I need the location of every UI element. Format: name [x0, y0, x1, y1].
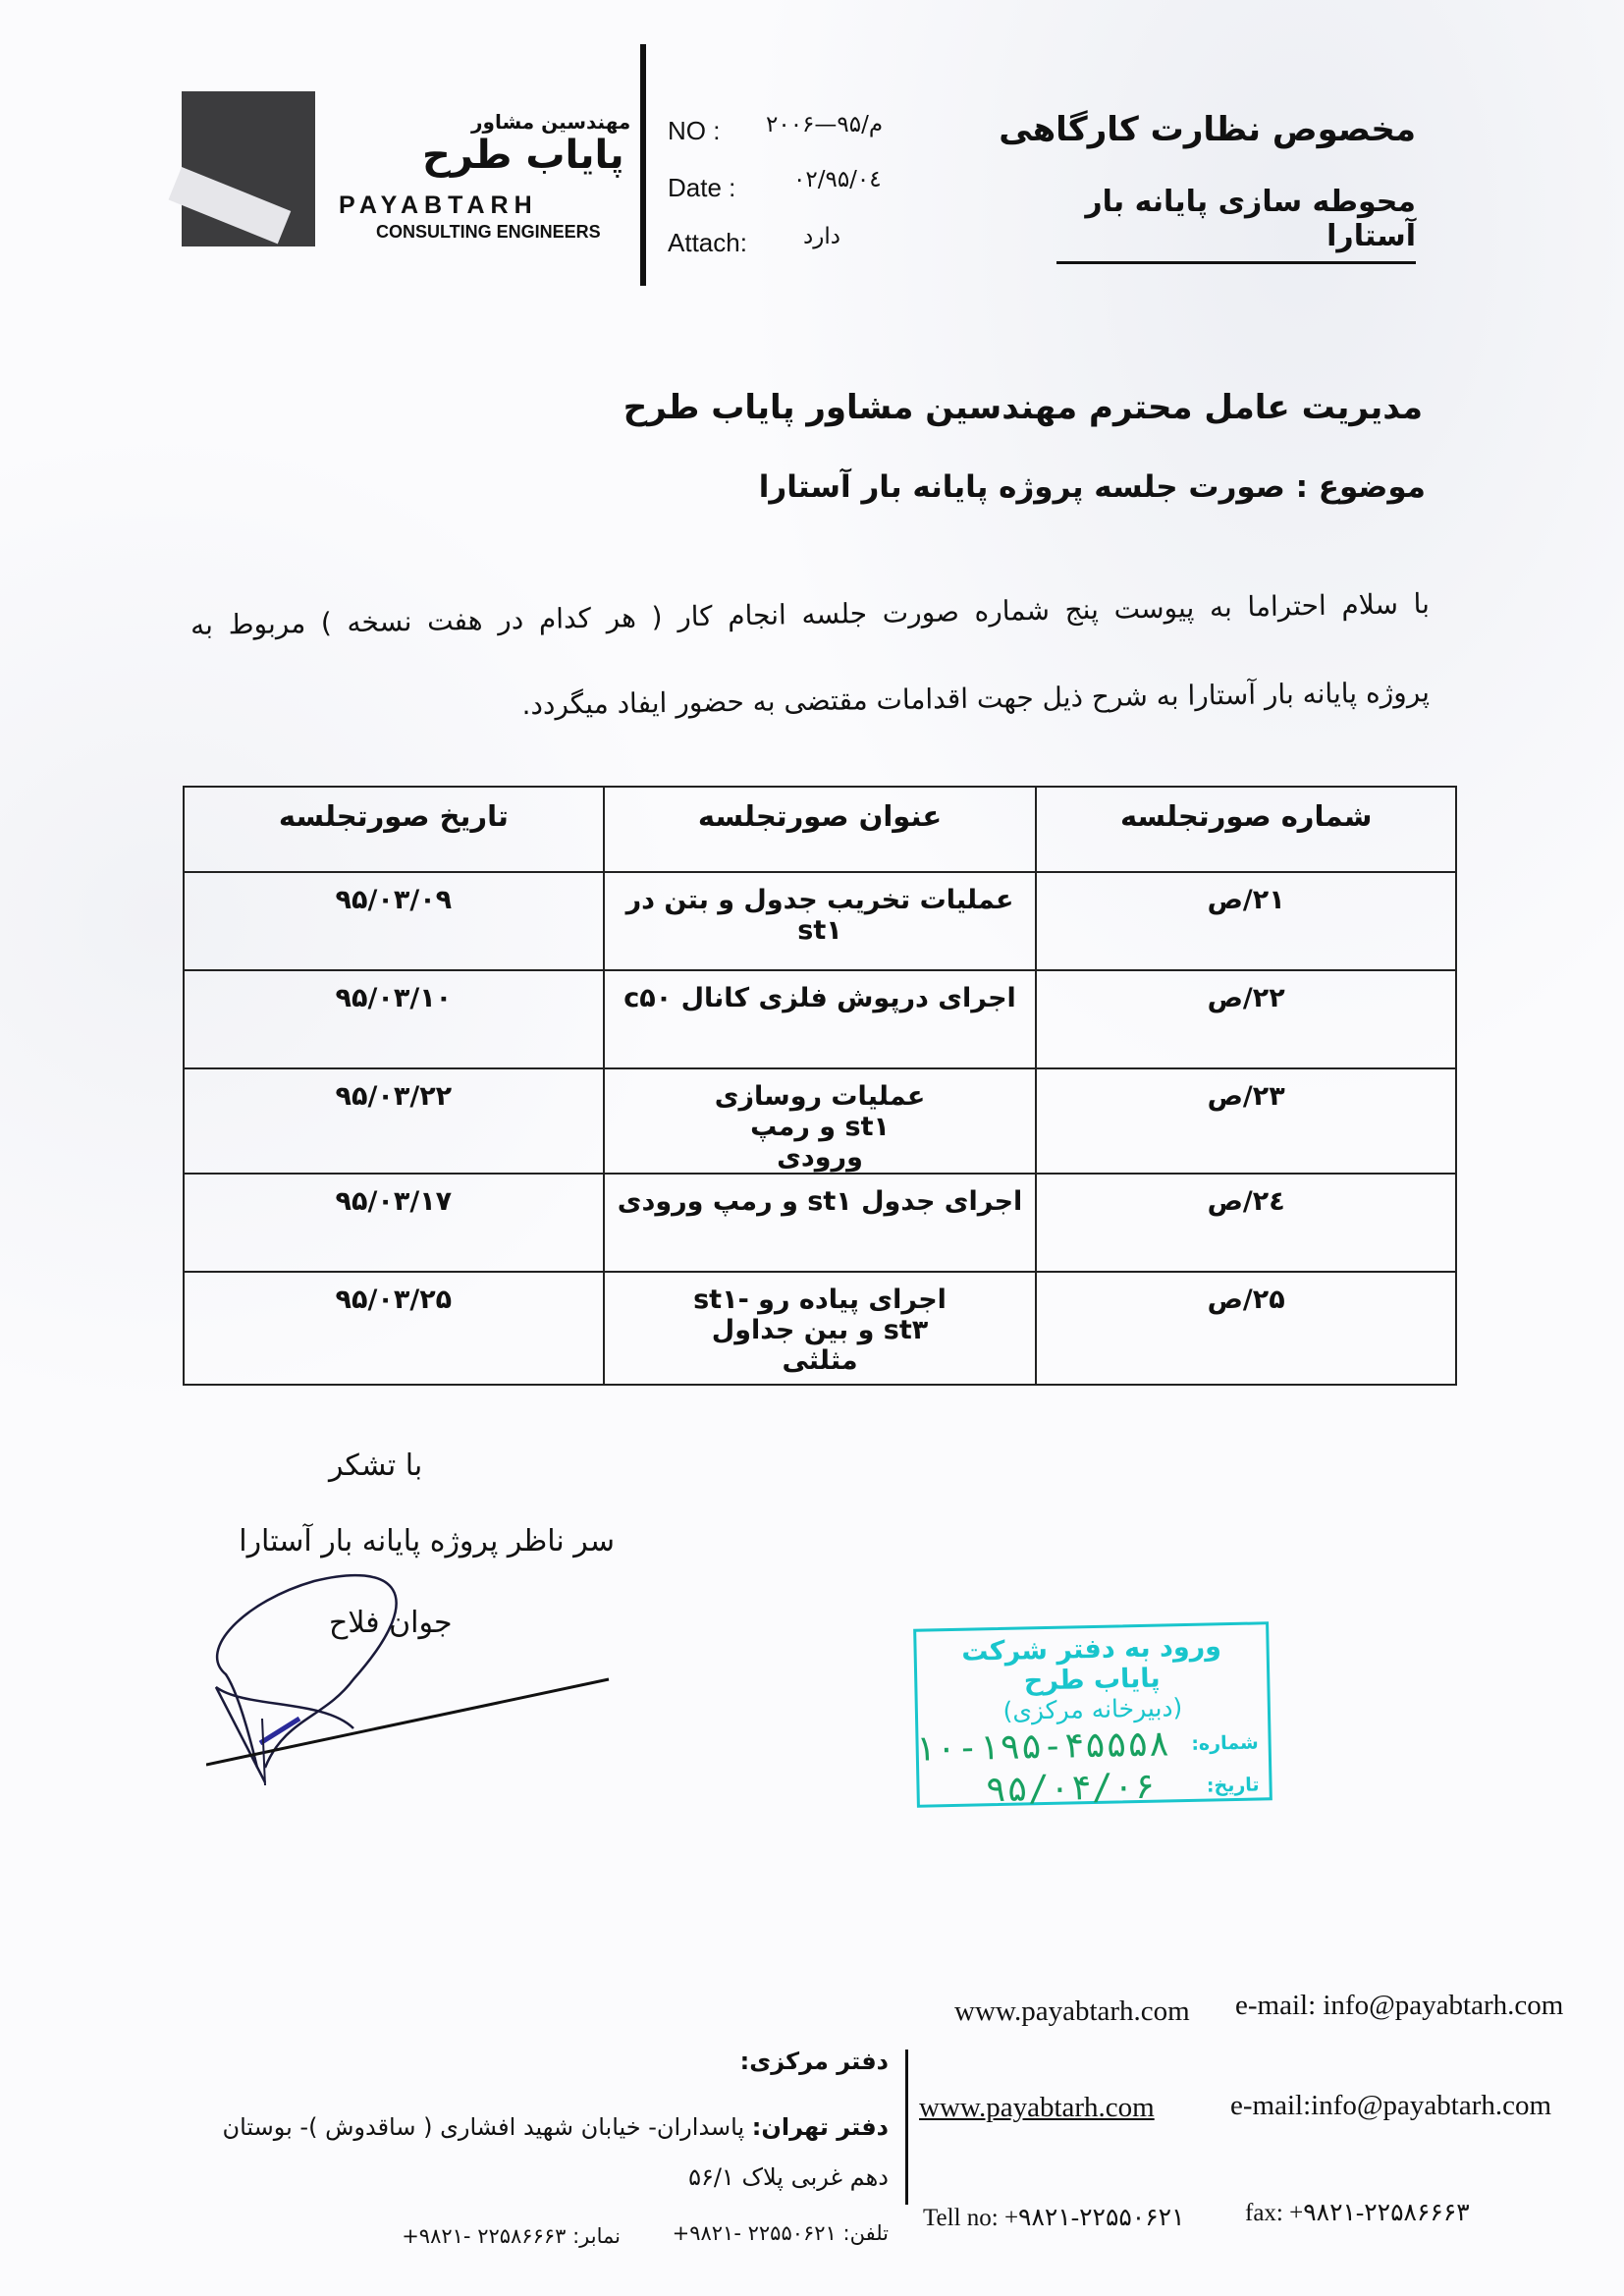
stamp-number-label: شماره: [1191, 1730, 1259, 1755]
table-row [184, 1068, 1456, 1174]
footer-email[interactable]: e-mail:info@payabtarh.com [1230, 2090, 1552, 2121]
no-value: م/۹۵—۲۰۰۶ [766, 112, 884, 137]
footer-fax: fax: +۹۸۲۱-۲۲۵۸۶۶۶۳ [1245, 2200, 1470, 2226]
no-label: NO : [668, 116, 721, 145]
subject: موضوع : صورت جلسه پروژه پایانه بار آستارا [758, 469, 1426, 505]
stamp-line-2: (دبیرخانه مرکزی) [1002, 1693, 1183, 1725]
signature [206, 1571, 619, 1792]
cell-title: عملیات تخریب جدول و بتن در st۱ [604, 872, 1037, 970]
cell-date: ۹۵/۰۳/۰۹ [184, 872, 604, 970]
logo-fa: پایاب طرح [422, 133, 624, 178]
cell-title: اجرای پیاده رو st۱-st۳ و بین جداول مثلثی [604, 1272, 1037, 1385]
table-header-row [184, 787, 1456, 872]
cell-date: ۹۵/۰۳/۱۷ [184, 1174, 604, 1272]
minutes-table [183, 786, 1457, 1386]
stamp-date-label: تاریخ: [1206, 1773, 1260, 1797]
cell-title: اجرای درپوش فلزی کانال c۵۰ [604, 970, 1037, 1068]
cell-date: ۹۵/۰۳/۲۲ [184, 1068, 604, 1174]
closing-thanks: با تشکر [329, 1449, 423, 1483]
office-address-line-1 [222, 2113, 889, 2141]
cell-number: ۲۱/ص [1036, 872, 1456, 970]
logo-subtitle: CONSULTING ENGINEERS [376, 222, 601, 242]
table-row [184, 970, 1456, 1068]
signer-name: جوان فلاح [329, 1606, 453, 1640]
paragraph-line-1: با سلام احتراما به پیوست پنج شماره صورت جلسه انجام کار ( هر کدام در هفت نسخه ) مربوط به [189, 586, 1431, 642]
cell-number: ۲۲/ص [1036, 970, 1456, 1068]
footer-tel: Tell no: +۹۸۲۱-۲۲۵۵۰۶۲۱ [923, 2205, 1185, 2231]
header-title: مخصوص نظارت کارگاهی [999, 110, 1416, 149]
footer-website-top[interactable]: www.payabtarh.com [954, 1995, 1190, 2027]
office-phone: تلفن: ۲۲۵۵۰۶۲۱ -۹۸۲۱+ [672, 2221, 889, 2245]
cell-title: اجرای جدول st۱ و رمپ ورودی [604, 1174, 1037, 1272]
logo-fa-small: مهندسین مشاور [471, 110, 631, 134]
logo-en: PAYABTARH [339, 191, 538, 219]
header-number: شماره صورتجلسه [1036, 787, 1456, 872]
header-divider [640, 44, 646, 286]
date-value: ۹۵/۰٤/۰۲ [793, 167, 882, 192]
footer-website[interactable]: www.payabtarh.com [919, 2092, 1155, 2123]
attach-label: Attach: [668, 228, 747, 257]
cell-number: ۲۵/ص [1036, 1272, 1456, 1385]
footer-email-top[interactable]: e-mail: info@payabtarh.com [1235, 1990, 1564, 2021]
paragraph-line-2: پروژه پایانه بار آستارا به شرح ذیل جهت اقدامات مقتضی به حضور ایفاد میگردد. [521, 676, 1431, 722]
header-subtitle: محوطه سازی پایانه بار آستارا [1056, 185, 1416, 264]
signer-role: سر ناظر پروژه پایانه بار آستارا [239, 1524, 615, 1558]
attach-value: دارد [803, 224, 840, 249]
stamp-number-value: ۱۰-۱۹۵-۴۵۵۵۸ [913, 1723, 1170, 1770]
stamp-date-value: ۹۵/۰۴/۰۶ [985, 1766, 1157, 1811]
table-row [184, 1174, 1456, 1272]
cell-number: ۲۳/ص [1036, 1068, 1456, 1174]
address-line-1: پاسداران- خیابان شهید افشاری ( ساقدوش )- بوستان [222, 2113, 745, 2141]
cell-title: عملیات روسازی st۱ و رمپ ورودی [604, 1068, 1037, 1174]
cell-date: ۹۵/۰۳/۲۵ [184, 1272, 604, 1385]
address-label: دفتر تهران: [751, 2113, 889, 2141]
addressee: مدیریت عامل محترم مهندسین مشاور پایاب طرح [623, 388, 1423, 427]
table-row [184, 1272, 1456, 1385]
table-row [184, 872, 1456, 970]
stamp-line-1: ورود به دفتر شرکت پایاب طرح [960, 1631, 1222, 1697]
office-address-line-2: دهم غربی پلاک ۵۶/۱ [688, 2163, 889, 2191]
office-fax: نمابر: ۲۲۵۸۶۶۶۳ -۹۸۲۱+ [402, 2224, 621, 2248]
cell-number: ۲٤/ص [1036, 1174, 1456, 1272]
header-date: تاریخ صورتجلسه [184, 787, 604, 872]
cell-date: ۹۵/۰۳/۱۰ [184, 970, 604, 1068]
office-heading: دفتر مرکزی: [739, 2048, 889, 2075]
footer-divider [905, 2050, 908, 2205]
receipt-stamp [913, 1621, 1272, 1811]
date-label: Date : [668, 173, 736, 202]
header-title: عنوان صورتجلسه [604, 787, 1037, 872]
